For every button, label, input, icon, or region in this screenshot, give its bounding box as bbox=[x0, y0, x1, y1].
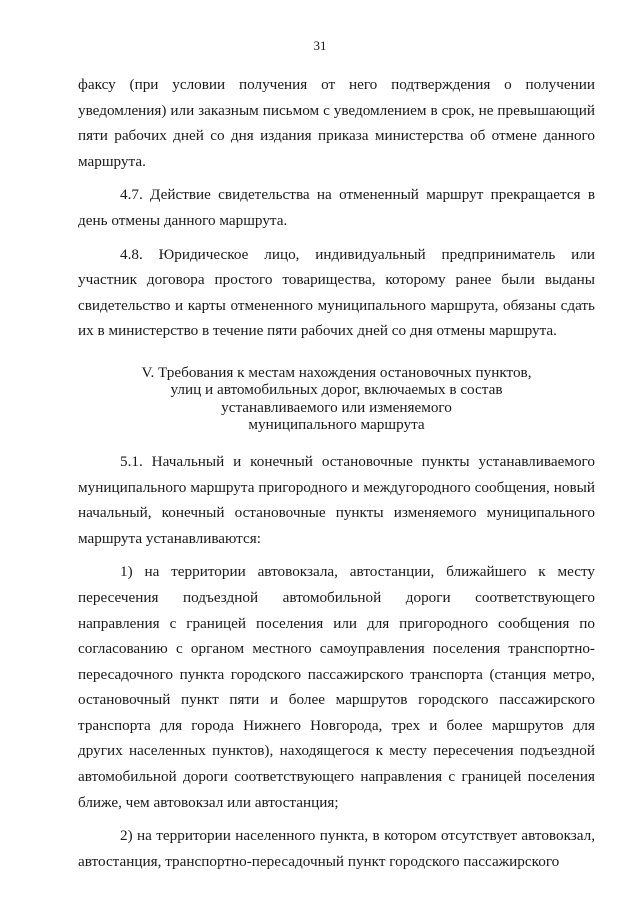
page-number: 31 bbox=[313, 38, 327, 53]
section-heading-line: устанавливаемого или изменяемого bbox=[221, 398, 452, 416]
paragraph-5-1: 5.1. Начальный и конечный остановочные пункты устанавливаемого муниципального маршрута пригородного и междугородного сообщения, новый начальный, конечный остановочные пункты изменяемого муниципального маршрута устанавливаются: bbox=[78, 452, 595, 547]
paragraph-4-7: 4.7. Действие свидетельства на отмененный маршрут прекращается в день отмены данного маршрута. bbox=[78, 186, 595, 229]
section-heading-line: улиц и автомобильных дорог, включаемых в состав bbox=[170, 381, 503, 399]
section-heading bbox=[78, 364, 595, 434]
document-body bbox=[78, 72, 595, 874]
section-heading-line: муниципального маршрута bbox=[248, 416, 425, 434]
paragraph-4-8: 4.8. Юридическое лицо, индивидуальный предприниматель или участник договора простого товарищества, которому ранее были выданы свидетельство и карты отмененного муниципального маршрута, обязаны сдать их в министерство в течение пяти рабочих дней со дня отмены маршрута. bbox=[78, 245, 595, 340]
paragraph-item-2: 2) на территории населенного пункта, в котором отсутствует автовокзал, автостанция, транспортно-пересадочный пункт городского пассажирского bbox=[78, 827, 595, 870]
paragraph-continuation: факсу (при условии получения от него подтверждения о получении уведомления) или заказным письмом с уведомлением в срок, не превышающий пяти рабочих дней со дня издания приказа министерства об отмене данного маршрута. bbox=[78, 76, 595, 170]
paragraph-item-1: 1) на территории автовокзала, автостанции, ближайшего к месту пересечения подъездной автомобильной дороги соответствующего направления с границей поселения или для пригородного сообщения по согласованию с органом местного самоуправления поселения транспортно-пересадочного пункта городского пассажирского транспорта (станция метро, остановочный пункт пяти и более маршрутов городского пассажирского транспорта для города Нижнего Новгорода, трех и более маршрутов для других населенных пунктов), находящегося к месту пересечения подъездной автомобильной дороги соответствующего направления с границей поселения ближе, чем автовокзал или автостанция; bbox=[78, 563, 595, 811]
section-heading-line: V. Требования к местам нахождения остановочных пунктов, bbox=[141, 363, 532, 381]
